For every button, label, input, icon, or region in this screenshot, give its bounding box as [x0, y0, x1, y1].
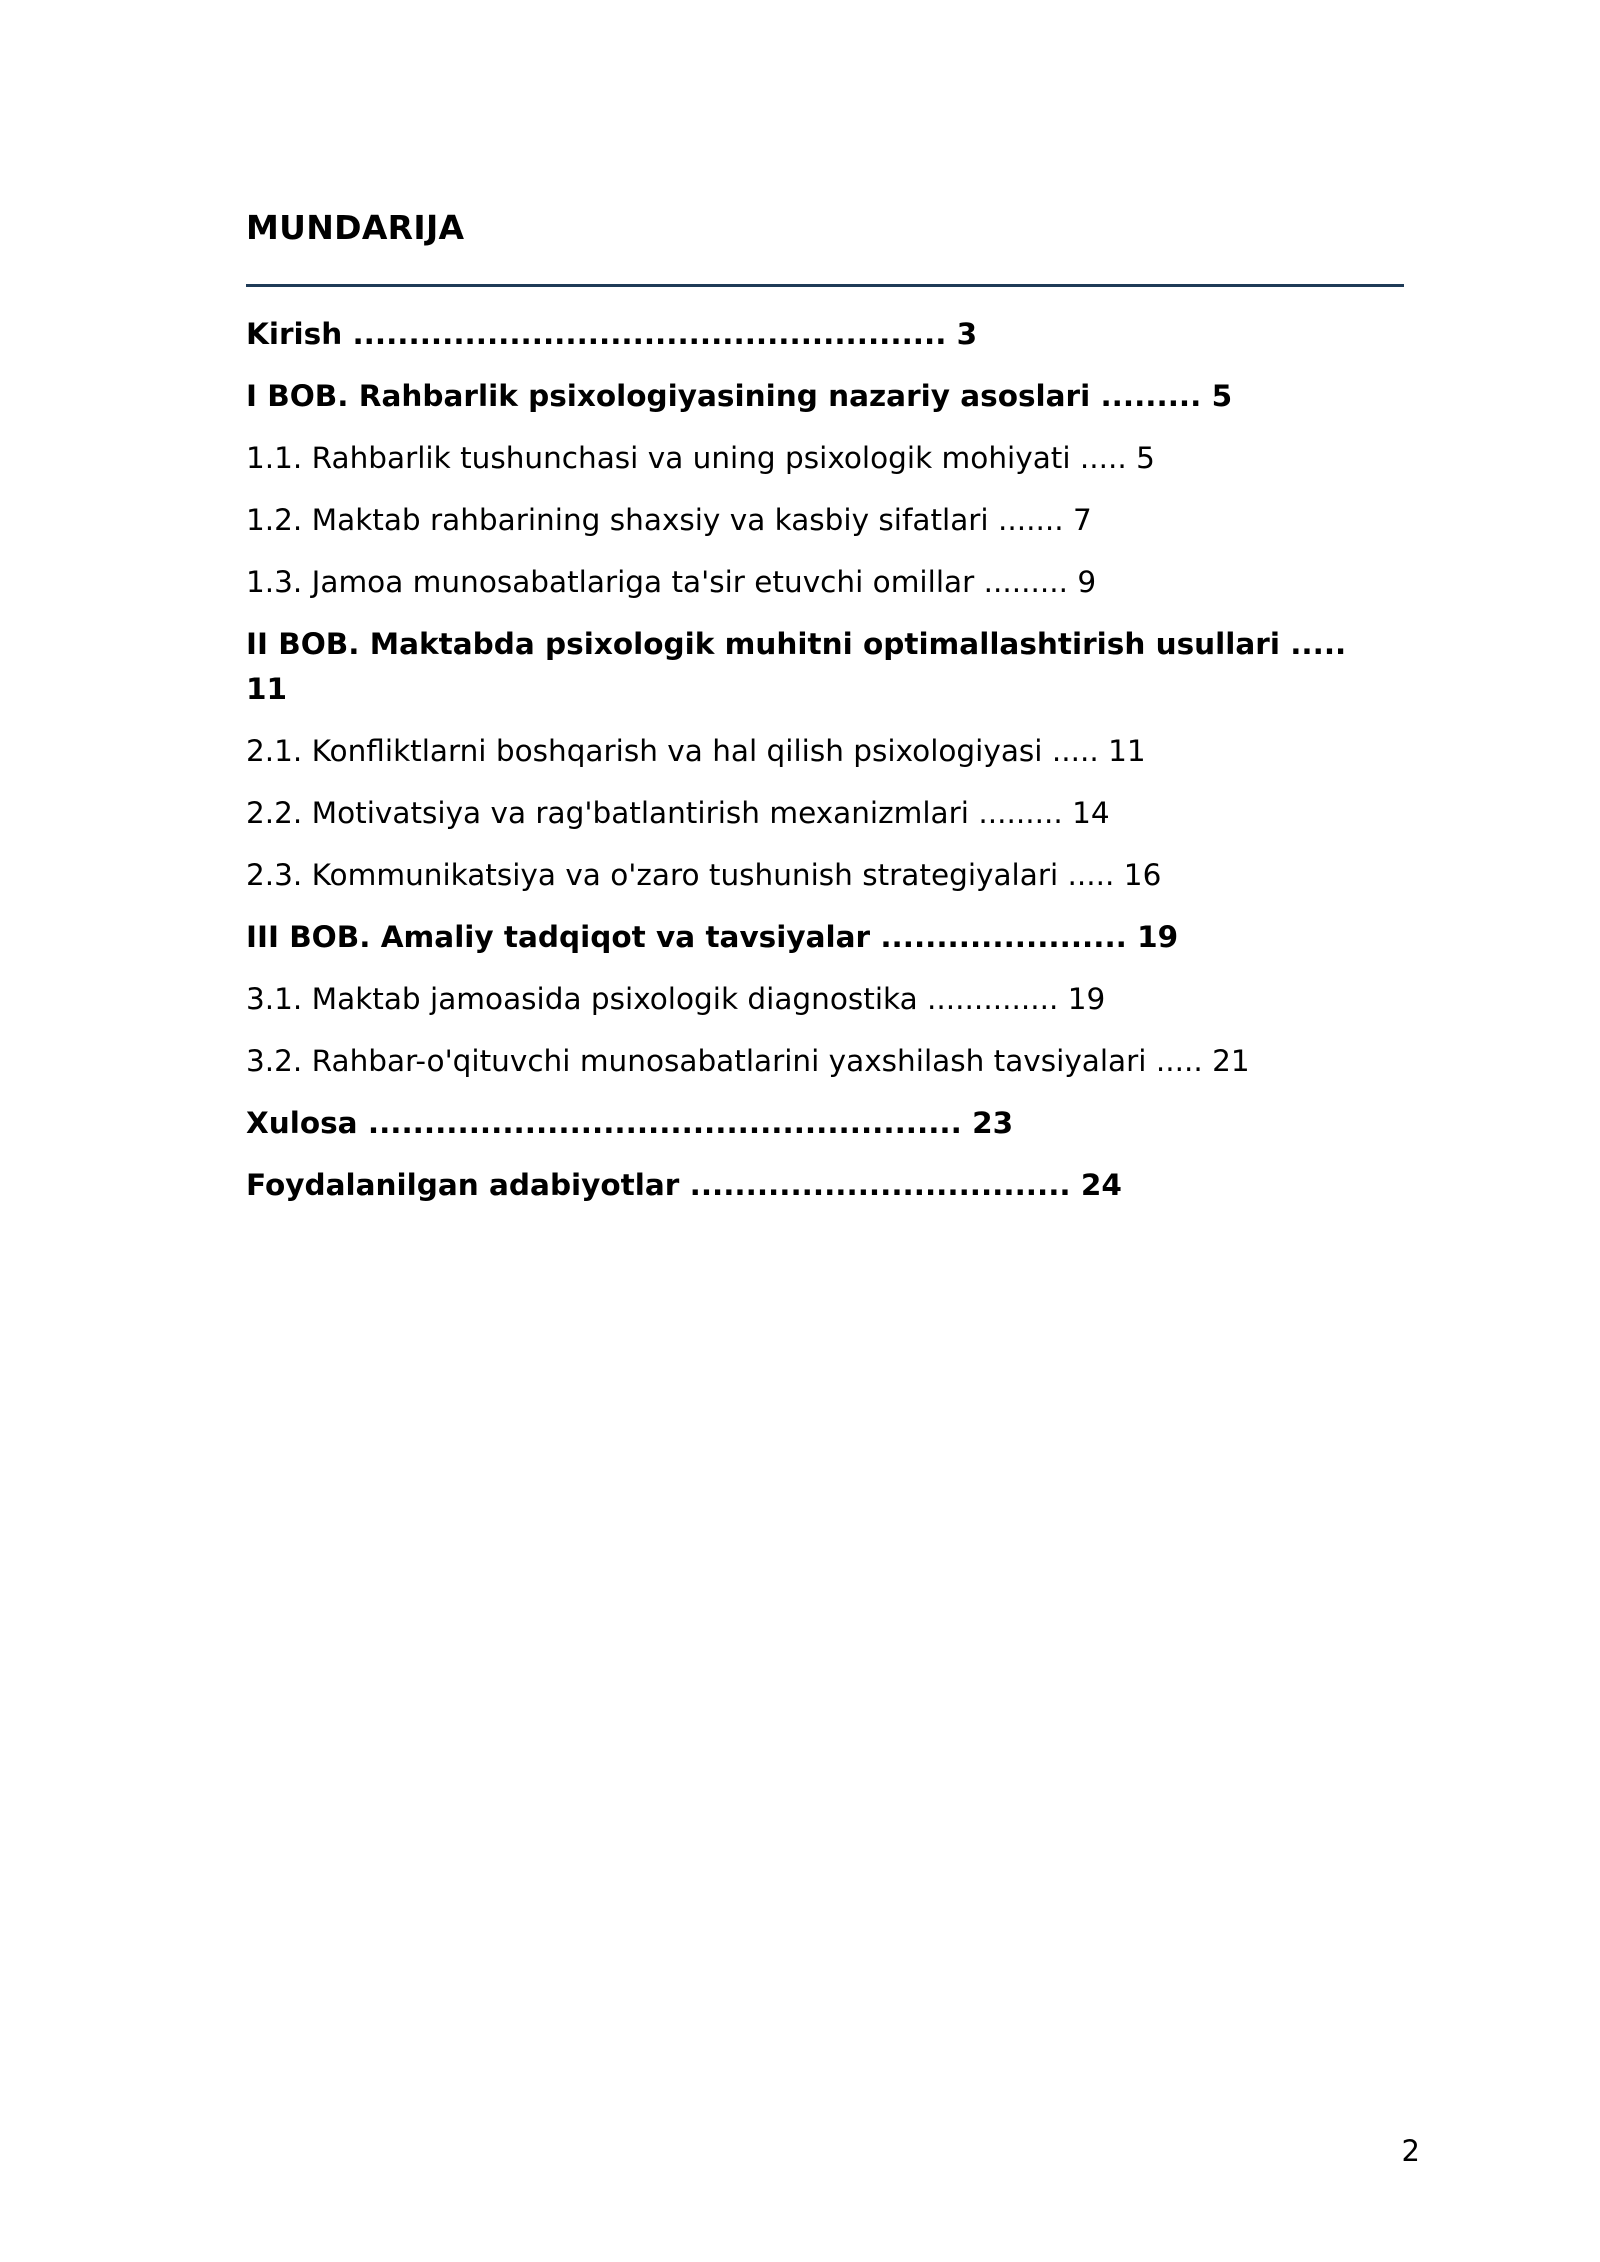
toc-entry-2-2: 2.2. Motivatsiya va rag'batlantirish mexanizmlari ......... 14	[246, 796, 1110, 830]
toc-heading: MUNDARIJA	[246, 208, 465, 247]
toc-entry-adabiyotlar: Foydalanilgan adabiyotlar .................................. 24	[246, 1168, 1122, 1202]
table-of-contents	[246, 312, 1376, 1225]
toc-entry-kirish: Kirish ..................................................... 3	[246, 317, 978, 351]
toc-entry-chapter-2: II BOB. Maktabda psixologik muhitni optimallashtirish usullari ..... 11	[246, 627, 1347, 706]
heading-divider	[246, 284, 1404, 287]
toc-entry-1-3: 1.3. Jamoa munosabatlariga ta'sir etuvchi omillar ......... 9	[246, 565, 1097, 599]
page-number: 2	[1401, 2134, 1420, 2168]
toc-entry-3-2: 3.2. Rahbar-o'qituvchi munosabatlarini yaxshilash tavsiyalari ..... 21	[246, 1044, 1250, 1078]
toc-entry-1-2: 1.2. Maktab rahbarining shaxsiy va kasbiy sifatlari ....... 7	[246, 503, 1092, 537]
toc-entry-3-1: 3.1. Maktab jamoasida psixologik diagnostika .............. 19	[246, 982, 1106, 1016]
toc-entry-chapter-3: III BOB. Amaliy tadqiqot va tavsiyalar ...................... 19	[246, 920, 1179, 954]
toc-entry-xulosa: Xulosa ..................................................... 23	[246, 1106, 1014, 1140]
toc-entry-2-1: 2.1. Konfliktlarni boshqarish va hal qilish psixologiyasi ..... 11	[246, 734, 1146, 768]
toc-entry-1-1: 1.1. Rahbarlik tushunchasi va uning psixologik mohiyati ..... 5	[246, 441, 1155, 475]
toc-entry-chapter-1: I BOB. Rahbarlik psixologiyasining nazariy asoslari ......... 5	[246, 379, 1233, 413]
toc-entry-2-3: 2.3. Kommunikatsiya va o'zaro tushunish strategiyalari ..... 16	[246, 858, 1162, 892]
